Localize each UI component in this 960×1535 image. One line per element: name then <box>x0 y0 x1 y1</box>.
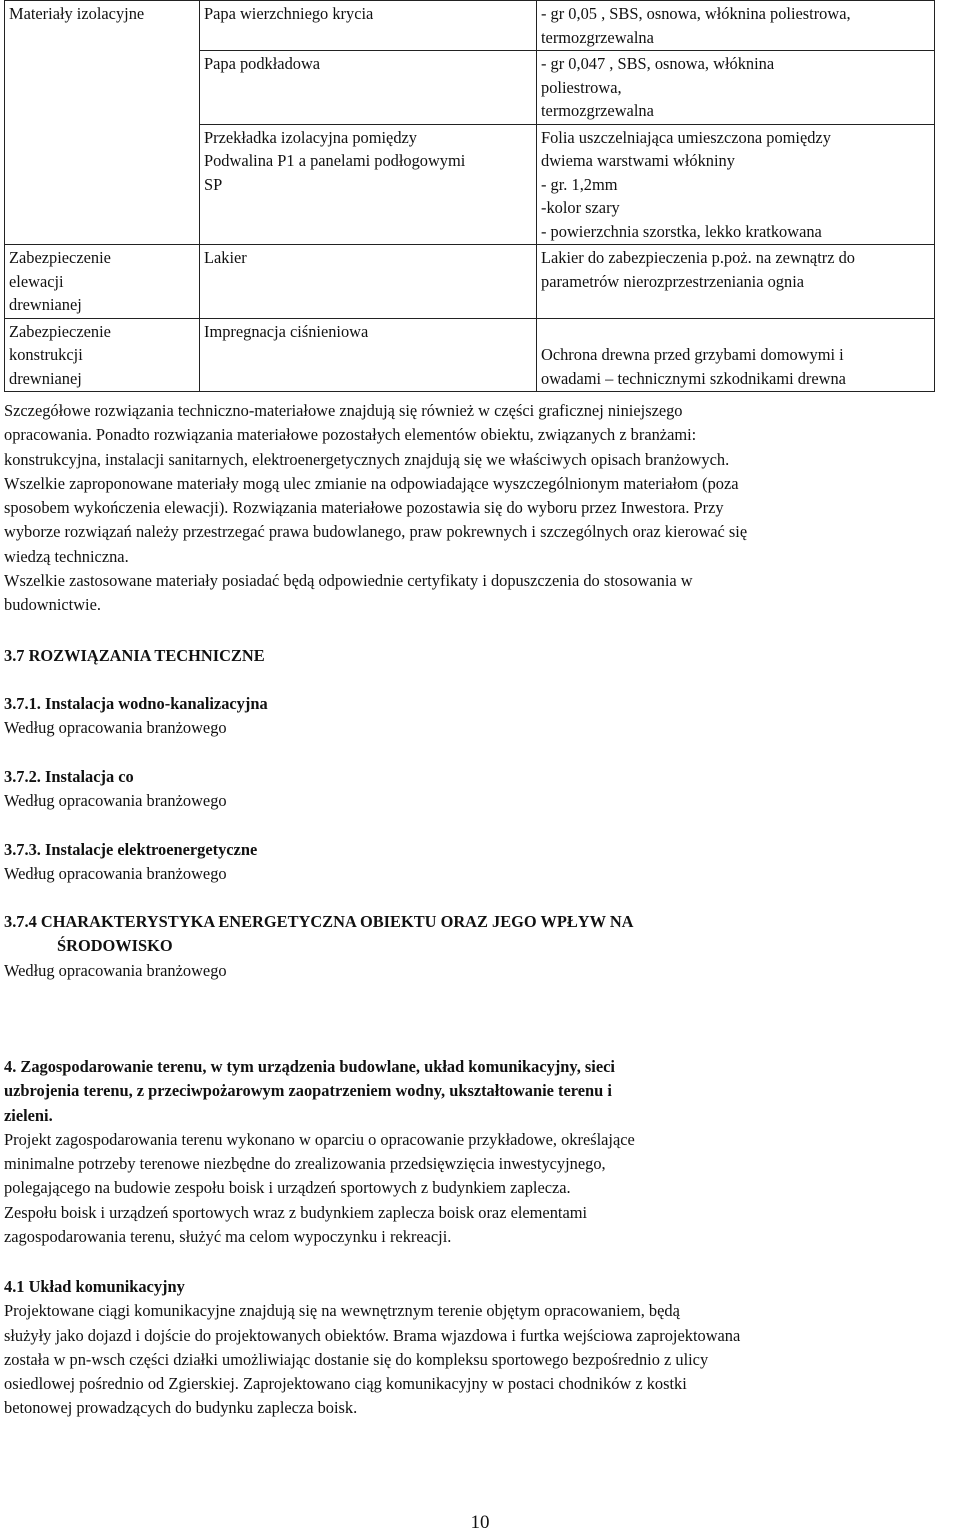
cell-line: elewacji <box>9 271 64 291</box>
section-4 <box>4 1055 956 1249</box>
section-heading: 3.7 ROZWIĄZANIA TECHNICZNE <box>4 646 265 665</box>
cell-line: Papa podkładowa <box>204 54 321 73</box>
section-heading: 3.7.3. Instalacje elektroenergetyczne <box>4 840 258 859</box>
cell-line: SP <box>204 174 223 194</box>
table-cell <box>200 318 537 392</box>
cell-line: drewnianej <box>9 295 82 314</box>
cell-line: - powierzchnia szorstka, lekko kratkowana <box>541 221 822 241</box>
table-cell <box>5 318 200 392</box>
table-cell <box>537 318 935 392</box>
section-heading: 4. Zagospodarowanie terenu, w tym urządzenia budowlane, układ komunikacyjny, sieci <box>4 1057 615 1076</box>
section-text: Według opracowania branżowego <box>4 791 227 811</box>
text-line: została w pn-wsch części działki umożliwiając dostanie się do kompleksu sportowego bezpośrednio z ulicy <box>4 1349 709 1369</box>
text-line: Zespołu boisk i urządzeń sportowych wraz z budynkiem zaplecza boisk oraz elementami <box>4 1202 588 1222</box>
table-row <box>5 318 935 392</box>
text-line: wyborze rozwiązań należy przestrzegać prawa budowlanego, praw pokrewnych i szczególnych oraz kierować się <box>4 522 748 542</box>
materials-table <box>4 0 935 392</box>
cell-line: konstrukcji <box>9 345 83 364</box>
section-heading: 3.7.4 CHARAKTERYSTYKA ENERGETYCZNA OBIEKTU ORAZ JEGO WPŁYW NA <box>4 912 634 931</box>
cell-line: Lakier do zabezpieczenia p.poż. na zewnątrz do <box>541 248 855 267</box>
cell-line: Ochrona drewna przed grzybami domowymi i <box>541 345 844 364</box>
table-cell <box>200 1 537 51</box>
section-heading: zieleni. <box>4 1105 53 1125</box>
text-line: konstrukcyjna, instalacji sanitarnych, elektroenergetycznych znajdują się we właściwych opisach branżowych. <box>4 449 730 469</box>
section-heading: 4.1 Układ komunikacyjny <box>4 1277 185 1296</box>
paragraph-materials <box>4 399 956 618</box>
cell-line: dwiema warstwami włókniny <box>541 151 735 170</box>
table-cell <box>5 245 200 319</box>
section-3-7 <box>4 644 956 668</box>
table-cell <box>5 1 200 51</box>
text-line: Wszelkie zaproponowane materiały mogą ulec zmianie na odpowiadające wyszczególnionym materiałom (poza <box>4 473 739 493</box>
table-row <box>5 1 935 51</box>
cell-line: poliestrowa, <box>541 77 622 97</box>
text-line: betonowej prowadzących do budynku zaplecza boisk. <box>4 1398 358 1418</box>
section-heading: 3.7.1. Instalacja wodno-kanalizacyjna <box>4 694 268 713</box>
text-line: służyły jako dojazd i dojście do projektowanych obiektów. Brama wjazdowa i furtka wejściowa zaprojektowana <box>4 1325 741 1345</box>
section-3-7-1 <box>4 692 956 741</box>
cell-line: Materiały izolacyjne <box>9 4 145 23</box>
section-heading: 3.7.2. Instalacja co <box>4 767 134 786</box>
section-text: Według opracowania branżowego <box>4 960 227 980</box>
text-line: minimalne potrzeby terenowe niezbędne do zrealizowania przedsięwzięcia inwestycyjnego, <box>4 1154 606 1174</box>
table-cell <box>537 1 935 51</box>
cell-line: Papa wierzchniego krycia <box>204 4 374 23</box>
table-cell <box>200 124 537 245</box>
cell-line: Folia uszczelniająca umieszczona pomiędzy <box>541 127 831 147</box>
section-3-7-3 <box>4 838 956 887</box>
table-cell <box>537 245 935 319</box>
section-4-1 <box>4 1275 956 1421</box>
table-cell <box>537 51 935 125</box>
cell-line: Podwalina P1 a panelami podłogowymi <box>204 151 466 170</box>
cell-line <box>541 320 930 344</box>
cell-line: - gr 0,047 , SBS, osnowa, włóknina <box>541 54 775 73</box>
cell-line: drewnianej <box>9 368 82 388</box>
section-heading: ŚRODOWISKO <box>57 936 173 956</box>
table-cell <box>5 51 200 125</box>
section-3-7-4 <box>4 910 956 983</box>
cell-line: Lakier <box>204 248 247 267</box>
cell-line: termozgrzewalna <box>541 101 654 120</box>
table-row <box>5 245 935 319</box>
cell-line: parametrów nierozprzestrzeniania ognia <box>541 271 805 291</box>
table-cell <box>200 51 537 125</box>
table-cell <box>200 245 537 319</box>
cell-line: -kolor szary <box>541 198 620 217</box>
cell-line: - gr. 1,2mm <box>541 174 618 194</box>
text-line: sposobem wykończenia elewacji). Rozwiązania materiałowe pozostawia się do wyboru przez Inwestora. Przy <box>4 498 724 518</box>
text-line: budownictwie. <box>4 595 101 615</box>
section-text: Według opracowania branżowego <box>4 864 227 884</box>
section-3-7-2 <box>4 765 956 814</box>
section-text: Według opracowania branżowego <box>4 718 227 738</box>
text-line: osiedlowej pośrednio od Zgierskiej. Zaprojektowano ciąg komunikacyjny w postaci chodników z kostki <box>4 1374 687 1394</box>
table-row <box>5 124 935 245</box>
section-heading: uzbrojenia terenu, z przeciwpożarowym zaopatrzeniem wodny, ukształtowanie terenu i <box>4 1081 612 1101</box>
text-line: wiedzą techniczna. <box>4 546 129 566</box>
table-cell <box>5 124 200 245</box>
text-line: Wszelkie zastosowane materiały posiadać będą odpowiednie certyfikaty i dopuszczenia do stosowania w <box>4 571 693 591</box>
cell-line: termozgrzewalna <box>541 27 654 47</box>
cell-line: Przekładka izolacyjna pomiędzy <box>204 127 417 147</box>
text-line: polegającego na budowie zespołu boisk i urządzeń sportowych z budynkiem zaplecza. <box>4 1178 571 1198</box>
text-line: Projektowane ciągi komunikacyjne znajdują się na wewnętrznym terenie objętym opracowaniem, będą <box>4 1301 680 1321</box>
text-line: opracowania. Ponadto rozwiązania materiałowe pozostałych elementów obiektu, związanych z branżami: <box>4 425 697 445</box>
text-line: Szczegółowe rozwiązania techniczno-materiałowe znajdują się również w części graficznej niniejszego <box>4 401 683 420</box>
page-number: 10 <box>470 1512 490 1533</box>
cell-line: - gr 0,05 , SBS, osnowa, włóknina poliestrowa, <box>541 4 851 23</box>
cell-line: owadami – technicznymi szkodnikami drewna <box>541 368 846 388</box>
cell-line: Zabezpieczenie <box>9 321 111 341</box>
table-row <box>5 51 935 125</box>
cell-line: Zabezpieczenie <box>9 248 111 267</box>
cell-line: Impregnacja ciśnieniowa <box>204 321 369 341</box>
text-line: zagospodarowania terenu, służyć ma celom wypoczynku i rekreacji. <box>4 1227 452 1247</box>
text-line: Projekt zagospodarowania terenu wykonano w oparciu o opracowanie przykładowe, określające <box>4 1129 635 1149</box>
table-cell <box>537 124 935 245</box>
